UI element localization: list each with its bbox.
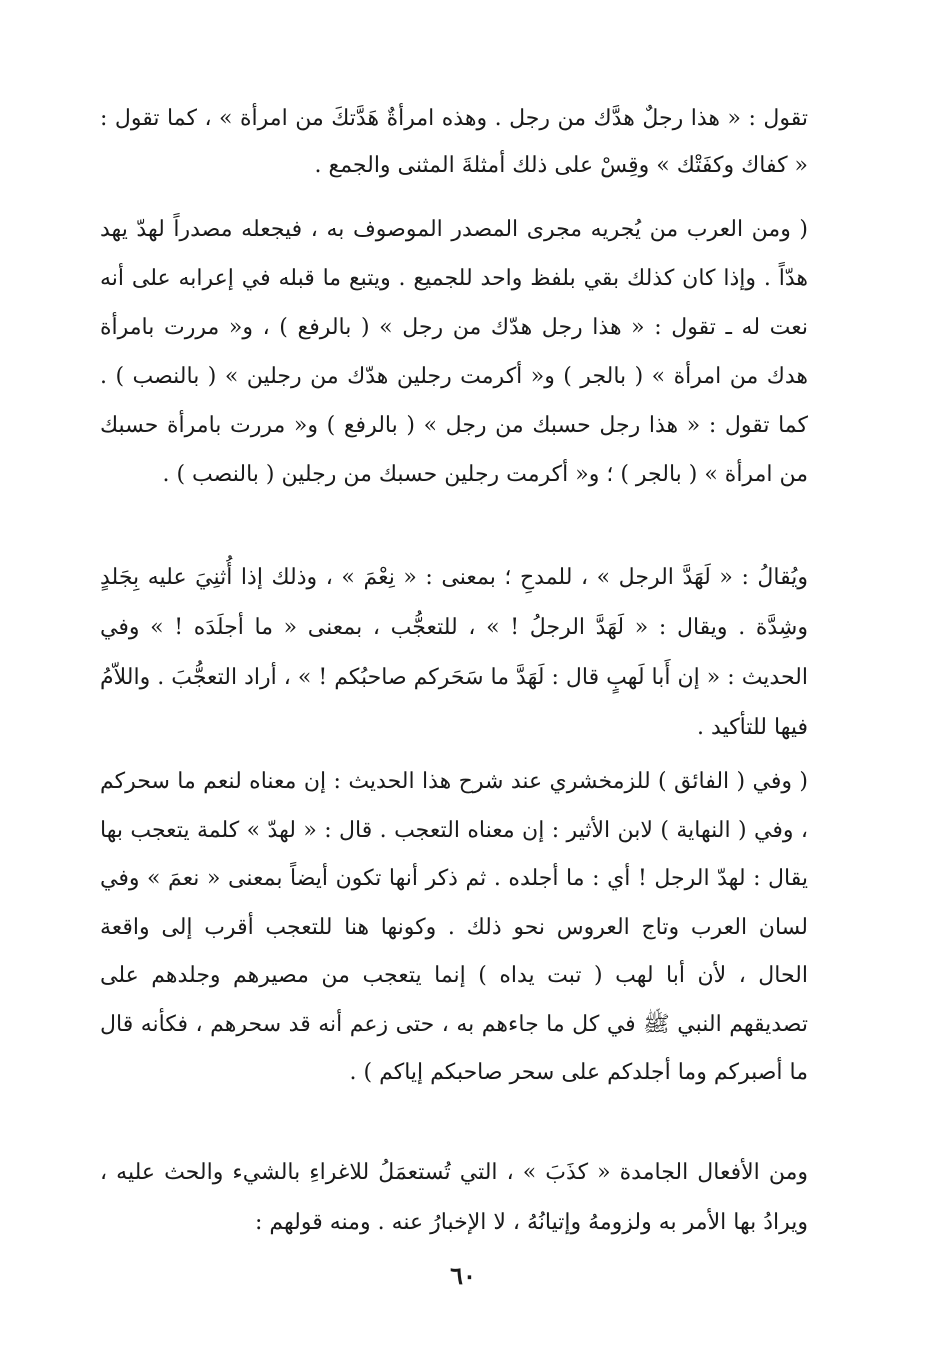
paragraph-4: ( وفي ( الفائق ) للزمخشري عند شرح هذا الحديث : إن معناه لنعم ما سحركم ، وفي ( النهاية ) لابن الأثير : إن معناه التعجب . قال : « لهدّ » كلمة يتعجب بها يقال : لهدّ الرجل ! أي : ما أجلده . ثم ذكر أنها تكون أيضاً بمعنى « نعمَ » وفي لسان العرب وتاج العروس نحو ذلك . وكونها هنا للتعجب أقرب إلى واقعة الحال ، لأن أبا لهب ( تبت يداه ) إنما يتعجب من مصيرهم وجلدهم على تصديقهم النبي ﷺ في كل ما جاءهم به ، حتى زعم أنه قد سحرهم ، فكأنه قال ما أصبركم وما أجلدكم على سحر صاحبكم إياكم ) . — [100, 769, 808, 1085]
paragraph-3: ويُقالُ : « لَهَدَّ الرجل » ، للمدحِ ؛ بمعنى : « نِعْمَ » ، وذلك إذا أُثنِيَ عليه بِجَلدٍ وشِدَّة . ويقال : « لَهَدَّ الرجلُ ! » ، للتعجُّب ، بمعنى « ما أجلَدَه ! » وفي الحديث : « إن أَبا لَهبٍ قال : لَهَدَّ ما سَحَركم صاحبُكم ! » ، أراد التعجُّبَ . واللاّمُ فيها للتأكيد . — [100, 565, 808, 740]
paragraph-2: ( ومن العرب من يُجريه مجرى المصدر الموصوف به ، فيجعله مصدراً لهدّ يهد هدّاً . وإذا كان كذلك بقي بلفظ واحد للجميع . ويتبع ما قبله في إعرابه على أنه نعت له ـ تقول : « هذا رجل هدّك من رجل » ( بالرفع ) ، و« مررت بامرأة هدك من امرأة » ( بالجر ) و« أكرمت رجلين هدّك من رجلين » ( بالنصب ) . كما تقول : « هذا رجل حسبك من رجل » ( بالرفع ) و« مررت بامرأة حسبك من امرأة » ( بالجر ) ؛ و« أكرمت رجلين حسبك من رجلين ( بالنصب ) . — [100, 217, 808, 487]
paragraph-5: ومن الأفعال الجامدة « كذَبَ » ، التي تُستعمَلُ للاغراءِ بالشيء والحث عليه ، ويرادُ بها الأمر به ولزومهُ وإتيانُهُ ، لا الإخبارُ عنه . ومنه قولهم : — [100, 1160, 808, 1235]
page-number: ٦٠ — [450, 1261, 476, 1290]
paragraph-1: تقول : « هذا رجلٌ هدَّك من رجل . وهذه امرأةٌ هَدَّتكَ من امرأة » ، كما تقول : « كفاك وكفَتْك » وقِسْ على ذلك أمثلةَ المثنى والجمع . — [100, 106, 808, 178]
